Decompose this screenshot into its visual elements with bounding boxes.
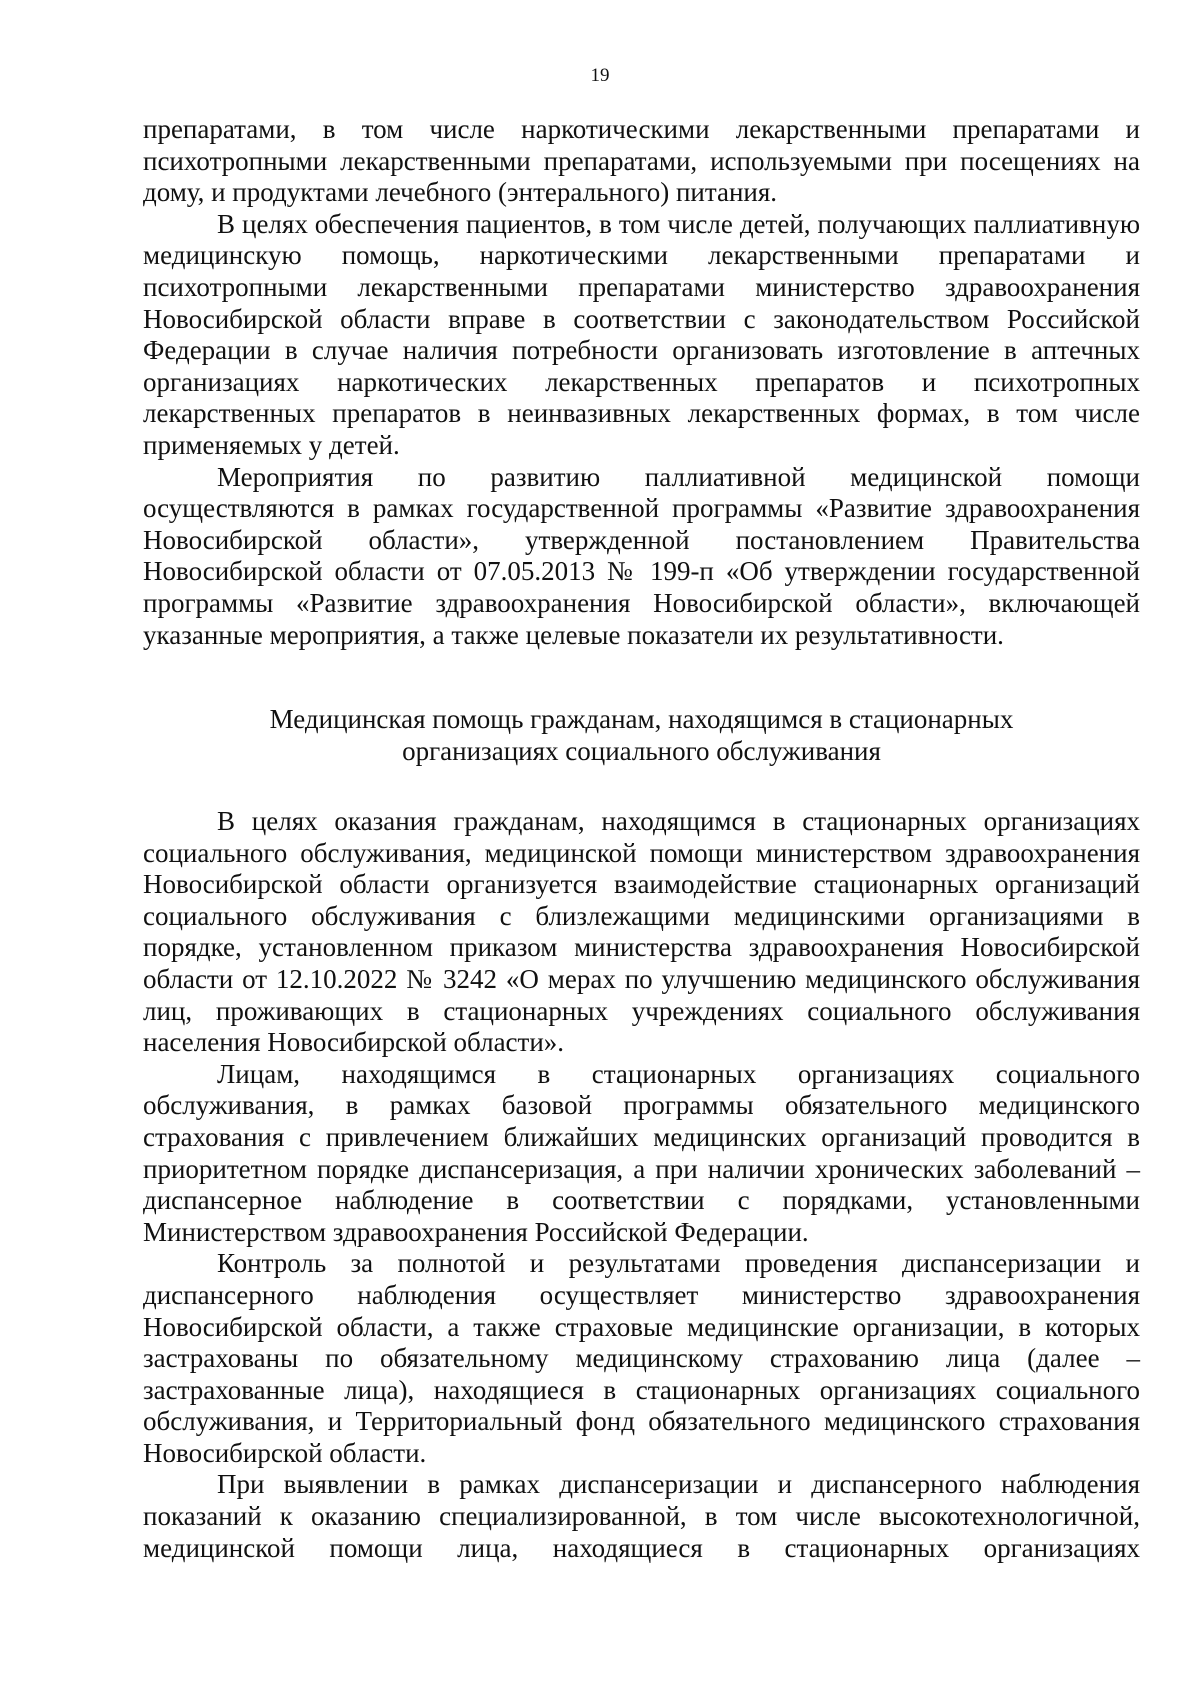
body-text-bottom bbox=[143, 806, 1140, 1564]
paragraph-dispensary: Лицам, находящимся в стационарных организациях социального обслуживания, в рамках базовой программы обязательного медицинского страхования с привлечением ближайших медицинских организаций проводится в приоритетном порядке диспансеризация, а при наличии хронических заболеваний – диспансерное наблюдение в соответствии с порядками, установленными Министерством здравоохранения Российской Федерации. bbox=[143, 1058, 1140, 1247]
section-heading-line-2: организациях социального обслуживания bbox=[402, 736, 881, 766]
section-heading bbox=[143, 703, 1140, 767]
section-heading-line-1: Медицинская помощь гражданам, находящимся в стационарных bbox=[269, 704, 1014, 734]
paragraph-palliative-program: Мероприятия по развитию паллиативной медицинской помощи осуществляются в рамках государственной программы «Развитие здравоохранения Новосибирской области», утвержденной постановлением Правительства Новосибирской области от 07.05.2013 № 199-п «Об утверждении государственной программы «Развитие здравоохранения Новосибирской области», включающей указанные мероприятия, а также целевые показатели их результативности. bbox=[143, 461, 1140, 650]
paragraph-continuation: препаратами, в том числе наркотическими лекарственными препаратами и психотропными лекарственными препаратами, используемыми при посещениях на дому, и продуктами лечебного (энтерального) питания. bbox=[143, 114, 1140, 208]
paragraph-specialized-care: При выявлении в рамках диспансеризации и диспансерного наблюдения показаний к оказанию специализированной, в том числе высокотехнологичной, медицинской помощи лица, находящиеся в стационарных организациях bbox=[143, 1469, 1140, 1563]
paragraph-palliative-drugs: В целях обеспечения пациентов, в том числе детей, получающих паллиативную медицинскую помощь, наркотическими лекарственными препаратами и психотропными лекарственными препаратами министерство здравоохранения Новосибирской области вправе в соответствии с законодательством Российской Федерации в случае наличия потребности организовать изготовление в аптечных организациях наркотических лекарственных препаратов и психотропных лекарственных препаратов в неинвазивных лекарственных формах, в том числе применяемых у детей. bbox=[143, 208, 1140, 460]
paragraph-interaction: В целях оказания гражданам, находящимся в стационарных организациях социального обслуживания, медицинской помощи министерством здравоохранения Новосибирской области организуется взаимодействие стационарных организаций социального обслуживания с близлежащими медицинскими организациями в порядке, установленном приказом министерства здравоохранения Новосибирской области от 12.10.2022 № 3242 «О мерах по улучшению медицинского обслуживания лиц, проживающих в стационарных учреждениях социального обслуживания населения Новосибирской области». bbox=[143, 806, 1140, 1058]
paragraph-control: Контроль за полнотой и результатами проведения диспансеризации и диспансерного наблюдения осуществляет министерство здравоохранения Новосибирской области, а также страховые медицинские организации, в которых застрахованы по обязательному медицинскому страхованию лица (далее – застрахованные лица), находящиеся в стационарных организациях социального обслуживания, и Территориальный фонд обязательного медицинского страхования Новосибирской области. bbox=[143, 1248, 1140, 1468]
body-text-top bbox=[143, 114, 1140, 651]
page-number: 19 bbox=[590, 65, 610, 86]
